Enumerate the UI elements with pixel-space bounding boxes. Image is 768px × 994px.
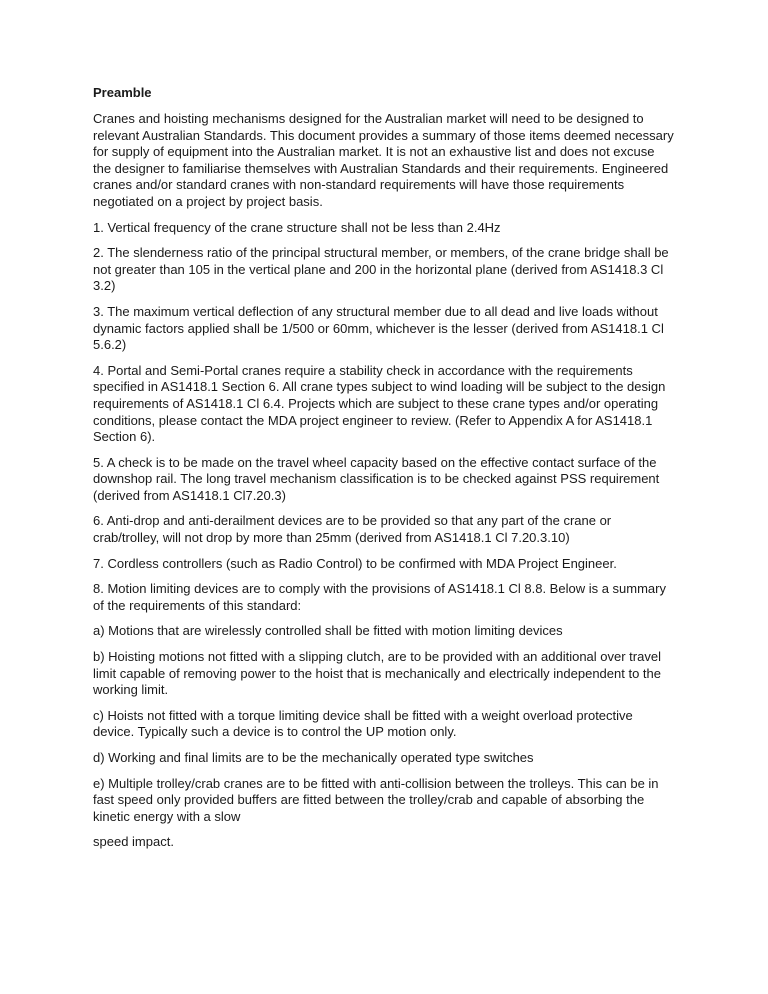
requirement-5: 5. A check is to be made on the travel wheel capacity based on the effective contact surface of the downshop rail. The long travel mechanism classification is to be checked against PSS requirement (derived from AS1418.1 Cl7.20.3) xyxy=(93,454,660,503)
requirement-7: 7. Cordless controllers (such as Radio Control) to be confirmed with MDA Project Engineer. xyxy=(93,555,617,571)
requirement-6: 6. Anti-drop and anti-derailment devices are to be provided so that any part of the crane or crab/trolley, will not drop by more than 25mm (derived from AS1418.1 Cl 7.20.3.10) xyxy=(93,513,612,546)
requirement-8e: e) Multiple trolley/crab cranes are to be fitted with anti-collision between the trolleys. This can be in fast speed only provided buffers are fitted between the trolley/crab and capable of absorbing the kinetic energy with a slow xyxy=(93,775,659,824)
requirement-4: 4. Portal and Semi-Portal cranes require a stability check in accordance with the requirements specified in AS1418.1 Section 6. All crane types subject to wind loading will be subject to the design requirements of AS1418.1 Cl 6.4. Projects which are subject to these crane types and/or operating conditions, please contact the MDA project engineer to review. (Refer to Appendix A for AS1418.1 Section 6). xyxy=(93,362,666,445)
requirement-8b: b) Hoisting motions not fitted with a slipping clutch, are to be provided with an additional over travel limit capable of removing power to the hoist that is mechanically and electrically independent to the working limit. xyxy=(93,649,661,698)
requirement-1: 1. Vertical frequency of the crane structure shall not be less than 2.4Hz xyxy=(93,219,501,235)
requirement-8d: d) Working and final limits are to be the mechanically operated type switches xyxy=(93,750,534,765)
requirement-3: 3. The maximum vertical deflection of any structural member due to all dead and live loads without dynamic factors applied shall be 1/500 or 60mm, whichever is the lesser (derived from AS1418.1 Cl 5.6.2) xyxy=(93,303,664,353)
requirement-8: 8. Motion limiting devices are to comply with the provisions of AS1418.1 Cl 8.8. Below is a summary of the requirements of this standard: xyxy=(93,581,666,613)
requirement-2: 2. The slenderness ratio of the principal structural member, or members, of the crane bridge shall be not greater than 105 in the vertical plane and 200 in the horizontal plane (derived from AS1418.3 Cl 3.2) xyxy=(93,245,669,294)
requirement-8a: a) Motions that are wirelessly controlled shall be fitted with motion limiting devices xyxy=(93,623,563,639)
section-heading: Preamble xyxy=(93,85,152,100)
requirement-8e-continuation: speed impact. xyxy=(93,834,174,850)
preamble-paragraph: Cranes and hoisting mechanisms designed for the Australian market will need to be designed to relevant Australian Standards. This document provides a summary of those items deemed necessary for supply of equipment into the Australian market. It is not an exhaustive list and does not excuse the designer to familiarise themselves with Australian Standards and their requirements. Engineered cranes and/or standard cranes with non-standard requirements will have those requirements negotiated on a project by project basis. xyxy=(93,111,674,209)
requirement-8c: c) Hoists not fitted with a torque limiting device shall be fitted with a weight overload protective device. Typically such a device is to control the UP motion only. xyxy=(93,707,633,740)
